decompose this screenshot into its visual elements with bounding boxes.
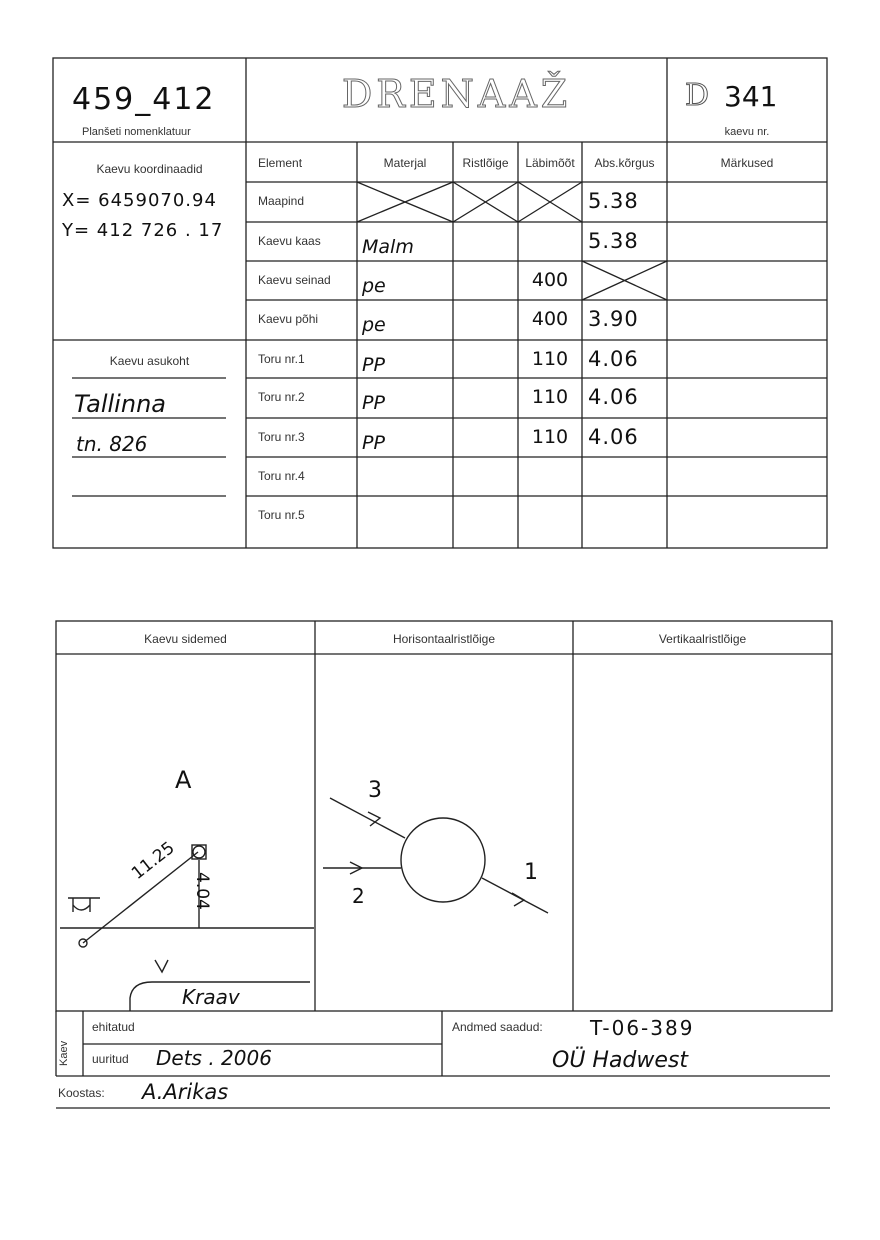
row-notes	[672, 222, 822, 260]
row-element-label: Toru nr.1	[258, 352, 305, 366]
row-material: Malm	[362, 236, 414, 258]
row-element-label: Kaevu kaas	[258, 234, 321, 248]
well-prefix: D	[685, 78, 710, 113]
page-title: DRENAAŽ	[341, 72, 572, 116]
ehitatud-label: ehitatud	[92, 1020, 135, 1034]
row-element-label: Maapind	[258, 194, 305, 208]
row-diameter	[518, 182, 582, 220]
row-abs-height: 4.06	[588, 385, 639, 409]
row-diameter: 110	[531, 386, 569, 408]
well-number: 341	[724, 80, 778, 113]
row-abs-height: 3.90	[588, 307, 639, 331]
row-material: PP	[362, 354, 385, 376]
row-notes	[672, 418, 822, 456]
col-header-element: Element	[258, 156, 303, 170]
row-notes	[672, 378, 822, 416]
row-element-label: Toru nr.4	[258, 469, 305, 483]
distance-label-1: 11.25	[128, 838, 179, 884]
col-header-notes: Märkused	[720, 156, 774, 170]
sketch-col1-header: Kaevu sidemed	[144, 632, 227, 646]
row-material	[362, 457, 454, 501]
row-cross-section	[453, 182, 518, 220]
col-header-cross: Ristlõige	[462, 156, 509, 170]
andmed-value-2: OÜ Hadwest	[552, 1048, 689, 1073]
row-diameter	[518, 222, 582, 260]
row-abs-height: 5.38	[588, 229, 639, 253]
sketch-col3-header: Vertikaalristlõige	[658, 632, 747, 646]
row-diameter	[518, 496, 582, 534]
row-notes	[672, 182, 822, 220]
row-cross-section	[453, 340, 518, 378]
row-material	[362, 496, 454, 540]
row-notes	[672, 261, 822, 299]
row-material: PP	[362, 432, 385, 454]
koostas-value: A.Arikas	[142, 1080, 229, 1104]
row-abs-height	[588, 261, 667, 299]
col-header-material: Materjal	[383, 156, 427, 170]
coordinate-x: X= 6459070.94	[62, 190, 217, 211]
kaev-label: Kaev	[58, 1040, 70, 1066]
pipe-3-label: 3	[368, 778, 382, 803]
row-element-label: Kaevu põhi	[258, 312, 319, 326]
row-abs-height: 4.06	[588, 347, 639, 371]
row-material	[362, 182, 454, 226]
row-abs-height	[588, 496, 667, 534]
plan-label: Planšeti nomenklatuur	[82, 126, 191, 138]
sketch-col2-header: Horisontaalristlõige	[392, 632, 496, 646]
row-cross-section	[453, 457, 518, 495]
row-material: pe	[362, 314, 386, 336]
row-notes	[672, 496, 822, 534]
pipe-2-label: 2	[352, 884, 365, 908]
row-element-label: Toru nr.5	[258, 508, 305, 522]
row-cross-section	[453, 261, 518, 299]
row-cross-section	[453, 300, 518, 338]
coordinate-y: Y= 412 726 . 17	[62, 220, 224, 241]
row-element-label: Toru nr.2	[258, 390, 305, 404]
row-element-label: Toru nr.3	[258, 430, 305, 444]
ditch-label: Kraav	[182, 985, 240, 1009]
row-abs-height: 4.06	[588, 425, 639, 449]
row-element-label: Kaevu seinad	[258, 273, 331, 287]
location-line1: Tallinna	[74, 390, 166, 418]
row-abs-height	[588, 457, 667, 495]
row-diameter: 110	[531, 348, 569, 370]
distance-label-2: 4.04	[192, 872, 212, 910]
row-cross-section	[453, 378, 518, 416]
col-header-diameter: Läbimõõt	[525, 156, 575, 170]
well-label: kaevu nr.	[724, 126, 770, 138]
row-notes	[672, 457, 822, 495]
row-material: pe	[362, 275, 386, 297]
location-line2: tn. 826	[76, 432, 148, 456]
row-material: PP	[362, 392, 385, 414]
row-cross-section	[453, 222, 518, 260]
row-diameter: 400	[531, 308, 569, 330]
andmed-value-1: T-06-389	[590, 1016, 695, 1040]
col-header-abs: Abs.kõrgus	[594, 156, 655, 170]
location-label: Kaevu asukoht	[109, 354, 190, 368]
row-diameter: 400	[531, 269, 569, 291]
row-diameter	[518, 457, 582, 495]
coordinates-label: Kaevu koordinaadid	[96, 162, 203, 176]
row-cross-section	[453, 418, 518, 456]
plan-number: 459_412	[72, 82, 216, 117]
andmed-label: Andmed saadud:	[452, 1020, 543, 1034]
row-cross-section	[453, 496, 518, 534]
koostas-label: Koostas:	[58, 1086, 105, 1100]
row-notes	[672, 340, 822, 378]
point-a-label: A	[175, 766, 192, 794]
uuritud-label: uuritud	[92, 1052, 129, 1066]
row-notes	[672, 300, 822, 338]
uuritud-value: Dets . 2006	[156, 1046, 272, 1070]
row-diameter: 110	[531, 426, 569, 448]
pipe-1-label: 1	[524, 860, 538, 885]
row-abs-height: 5.38	[588, 189, 639, 213]
